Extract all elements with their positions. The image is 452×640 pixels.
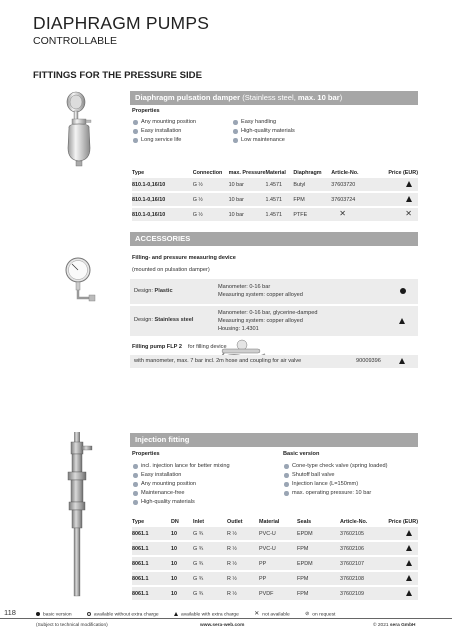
- list-item: Easy installation: [132, 127, 196, 136]
- list-item: incl. injection lance for better mixing: [132, 462, 230, 471]
- list-item: Long service life: [132, 136, 196, 145]
- injection-table: [132, 516, 418, 600]
- damper-properties-right: [232, 118, 295, 145]
- list-item: High-quality materials: [132, 498, 230, 507]
- legend-item: available with extra charge: [174, 612, 239, 617]
- table-row: 8061.1 10 G ¾ R ½ PP FPM 37602108: [132, 572, 418, 585]
- pump-row: [130, 355, 418, 368]
- table-header-row: [132, 516, 418, 527]
- col-type: Type: [132, 169, 145, 176]
- list-item: Injection lance (L=150mm): [283, 480, 387, 489]
- col-material: Material: [265, 169, 286, 176]
- design-row-stainless: [130, 306, 418, 336]
- available-extra-charge-icon: [174, 612, 178, 616]
- available-extra-charge-icon: [406, 196, 412, 202]
- list-item: Shutoff ball valve: [283, 471, 387, 480]
- website-link[interactable]: www.sera-web.com: [200, 623, 245, 628]
- list-item: High-quality materials: [232, 127, 295, 136]
- col-article: Article-No.: [331, 169, 359, 176]
- table-header-row: [132, 167, 418, 178]
- table-row: 810.1-0,16/10 G ½ 10 bar 1.4571 FPM 37603724: [132, 193, 418, 206]
- availability-legend: [36, 611, 349, 617]
- accessories-band-title: ACCESSORIES: [135, 234, 191, 243]
- basic-version-icon: [36, 612, 40, 616]
- design-label: Design: Plastic: [134, 288, 173, 294]
- col-price: Price (EUR): [388, 518, 418, 525]
- col-type: Type: [132, 518, 145, 525]
- gauge-note: (mounted on pulsation damper): [132, 267, 210, 273]
- legend-item: ⊘ on request: [305, 611, 336, 618]
- gauge-title: Filling- and pressure measuring device: [132, 255, 236, 261]
- list-item: Easy installation: [132, 471, 230, 480]
- available-extra-charge-icon: [399, 358, 405, 364]
- col-connection: Connection: [192, 169, 223, 176]
- col-article: Article-No.: [340, 518, 368, 525]
- injection-fitting-image: [60, 430, 100, 600]
- available-extra-charge-icon: [406, 560, 412, 566]
- table-row: 8061.1 10 G ¾ R ½ PVC-U EPDM 37602105: [132, 527, 418, 540]
- pump-title: Filling pump FLP 2: [132, 344, 182, 350]
- available-extra-charge-icon: [406, 545, 412, 551]
- legend-item: available without extra charge: [87, 612, 159, 617]
- pump-note: for filling device: [188, 344, 227, 350]
- injection-section-band: [130, 433, 418, 447]
- pulsation-damper-image: [62, 88, 102, 168]
- table-row: 8061.1 10 G ¾ R ½ PP EPDM 37602107: [132, 557, 418, 570]
- available-extra-charge-icon: [406, 530, 412, 536]
- injection-properties-list: [132, 462, 230, 507]
- table-row: 8061.1 10 G ¾ R ½ PVC-U FPM 37602106: [132, 542, 418, 555]
- disclaimer: (Subject to technical modification): [36, 623, 108, 628]
- list-item: Any mounting position: [132, 480, 230, 489]
- col-price: Price (EUR): [388, 169, 418, 176]
- not-available-icon: ✕: [254, 611, 260, 617]
- table-row: 810.1-0,16/10 G ½ 10 bar 1.4571 PTFE ✕ ✕: [132, 208, 418, 221]
- list-item: Maintenance-free: [132, 489, 230, 498]
- injection-band-title: Injection fitting: [135, 435, 190, 444]
- col-dn: DN: [171, 518, 179, 525]
- injection-basic-label: Basic version: [283, 451, 320, 457]
- page-number: 118: [4, 608, 16, 617]
- pump-article: 90009396: [356, 358, 381, 364]
- col-seals: Seals: [297, 518, 312, 525]
- injection-properties-label: Properties: [132, 451, 160, 457]
- pump-desc: with manometer, max. 7 bar incl. 2m hose and coupling for air valve: [134, 358, 302, 364]
- list-item: max. operating pressure: 10 bar: [283, 489, 387, 498]
- basic-version-icon: [400, 288, 406, 294]
- legend-item: ✕ not available: [254, 611, 290, 618]
- page-subtitle: CONTROLLABLE: [33, 35, 118, 47]
- legend-item: basic version: [36, 612, 72, 617]
- section-heading: FITTINGS FOR THE PRESSURE SIDE: [33, 70, 202, 81]
- col-pressure: max. Pressure: [228, 169, 266, 176]
- list-item: Any mounting position: [132, 118, 196, 127]
- copyright: © 2021 sera GmbH: [373, 623, 416, 628]
- list-item: Cone-type check valve (spring loaded): [283, 462, 387, 471]
- available-extra-charge-icon: [406, 181, 412, 187]
- design-spec: Manometer: 0-16 bar, glycerine-damped Measuring system: copper alloyed Housing: 1.4301: [218, 310, 318, 332]
- design-spec: Manometer: 0-16 bar Measuring system: copper alloyed: [218, 284, 303, 298]
- col-inlet: Inlet: [193, 518, 205, 525]
- damper-band-title: Diaphragm pulsation damper: [135, 93, 241, 102]
- not-available-icon: ✕: [405, 209, 412, 218]
- list-item: Low maintenance: [232, 136, 295, 145]
- damper-table: [132, 167, 418, 221]
- design-label: Design: Stainless steel: [134, 317, 194, 323]
- damper-band-note: (Stainless steel, max. 10 bar): [242, 93, 343, 102]
- table-row: 810.1-0,16/10 G ½ 10 bar 1.4571 Butyl 37603720: [132, 178, 418, 191]
- col-outlet: Outlet: [227, 518, 243, 525]
- damper-properties-label: Properties: [132, 108, 160, 114]
- not-available-icon: ✕: [339, 209, 346, 218]
- list-item: Easy handling: [232, 118, 295, 127]
- injection-basic-list: [283, 462, 387, 498]
- table-row: 8061.1 10 G ¾ R ½ PVDF FPM 37602109: [132, 587, 418, 600]
- no-extra-charge-icon: [87, 612, 91, 616]
- design-row-plastic: [130, 279, 418, 304]
- damper-properties-left: [132, 118, 196, 145]
- available-extra-charge-icon: [406, 590, 412, 596]
- on-request-icon: ⊘: [305, 611, 310, 617]
- footer-divider: [0, 618, 452, 619]
- col-diaphragm: Diaphragm: [293, 169, 322, 176]
- accessories-band: [130, 232, 418, 246]
- available-extra-charge-icon: [399, 318, 405, 324]
- damper-section-band: [130, 91, 418, 105]
- available-extra-charge-icon: [406, 575, 412, 581]
- pressure-gauge-image: [64, 254, 104, 302]
- col-material: Material: [259, 518, 280, 525]
- page-title: DIAPHRAGM PUMPS: [33, 13, 210, 33]
